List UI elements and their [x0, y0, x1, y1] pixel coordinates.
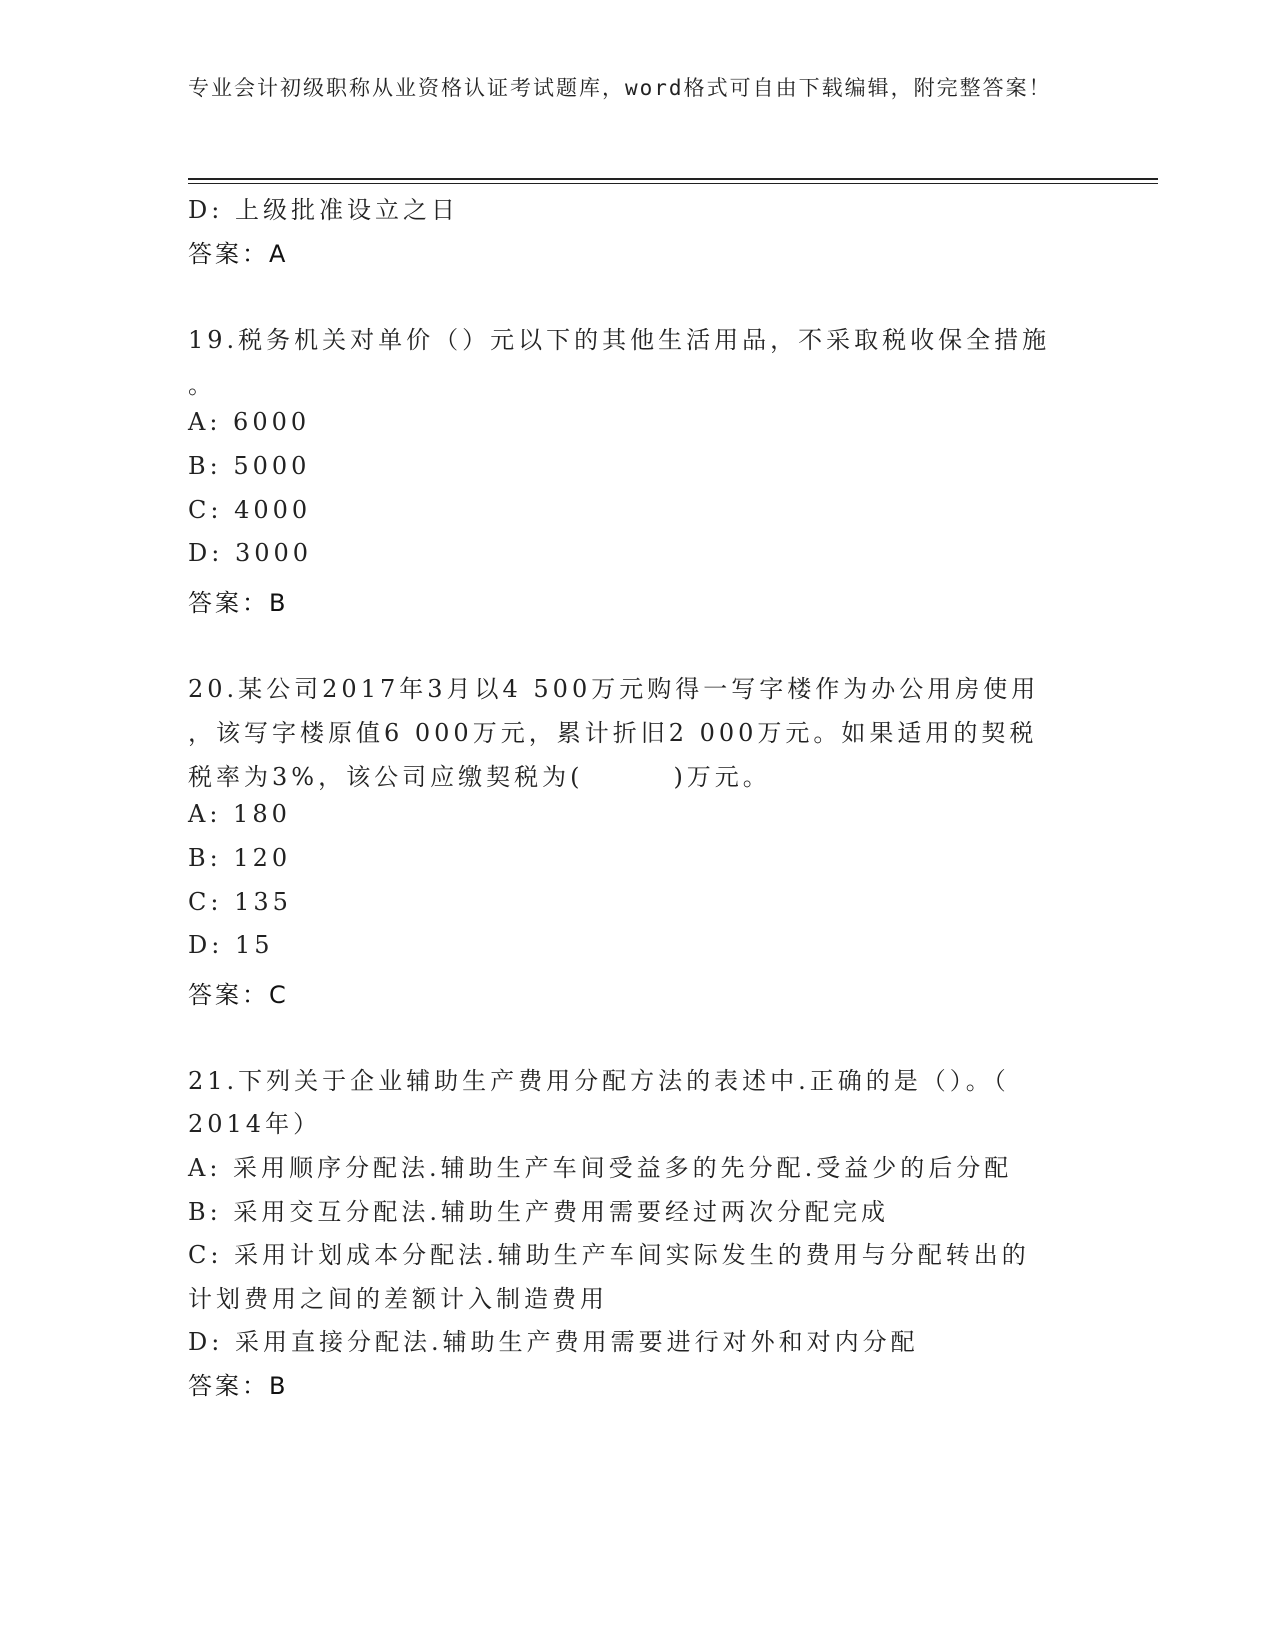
q21-option-c-line1: C: 采用计划成本分配法.辅助生产车间实际发生的费用与分配转出的	[188, 1241, 1030, 1269]
q20-stem-line2: ，该写字楼原值6 000万元，累计折旧2 000万元。如果适用的契税	[188, 719, 1038, 747]
q19-stem-line2: 。	[188, 371, 216, 399]
q19-option-d: D: 3000	[188, 539, 313, 567]
q20-answer: 答案：C	[188, 981, 289, 1009]
q20-stem-line3-start: 税率为3%，该公司应缴契税为(	[188, 763, 584, 791]
header-banner: 专业会计初级职称从业资格认证考试题库，word格式可自由下载编辑，附完整答案！	[188, 76, 1052, 100]
prev-answer: 答案：A	[188, 240, 289, 268]
q20-option-a: A: 180	[188, 800, 291, 828]
q21-option-c-line2: 计划费用之间的差额计入制造费用	[188, 1285, 608, 1313]
q19-stem-line1: 19.税务机关对单价（）元以下的其他生活用品，不采取税收保全措施	[188, 326, 1051, 354]
q19-answer: 答案：B	[188, 589, 289, 617]
q19-option-a: A: 6000	[188, 408, 311, 436]
document-page	[188, 0, 1158, 1650]
q19-option-b: B: 5000	[188, 452, 311, 480]
q21-option-d: D: 采用直接分配法.辅助生产费用需要进行对外和对内分配	[188, 1328, 919, 1356]
q20-option-b: B: 120	[188, 844, 292, 872]
header-rule-thin	[188, 183, 1158, 184]
q19-option-c: C: 4000	[188, 496, 312, 524]
q21-stem-line1: 21.下列关于企业辅助生产费用分配方法的表述中.正确的是（）。（	[188, 1067, 1010, 1095]
header-rule-thick	[188, 178, 1158, 180]
q20-option-c: C: 135	[188, 888, 292, 916]
q21-option-a: A: 采用顺序分配法.辅助生产车间受益多的先分配.受益少的后分配	[188, 1154, 1013, 1182]
prev-option-d: D: 上级批准设立之日	[188, 196, 459, 224]
q20-option-d: D: 15	[188, 931, 274, 959]
q20-stem-line1: 20.某公司2017年3月以4 500万元购得一写字楼作为办公用房使用	[188, 675, 1040, 703]
q20-stem-line3	[188, 757, 771, 792]
q21-stem-line2: 2014年）	[188, 1110, 322, 1138]
q21-answer: 答案：B	[188, 1372, 289, 1400]
q20-stem-line3-end: )万元。	[673, 763, 771, 791]
q21-option-b: B: 采用交互分配法.辅助生产费用需要经过两次分配完成	[188, 1198, 889, 1226]
